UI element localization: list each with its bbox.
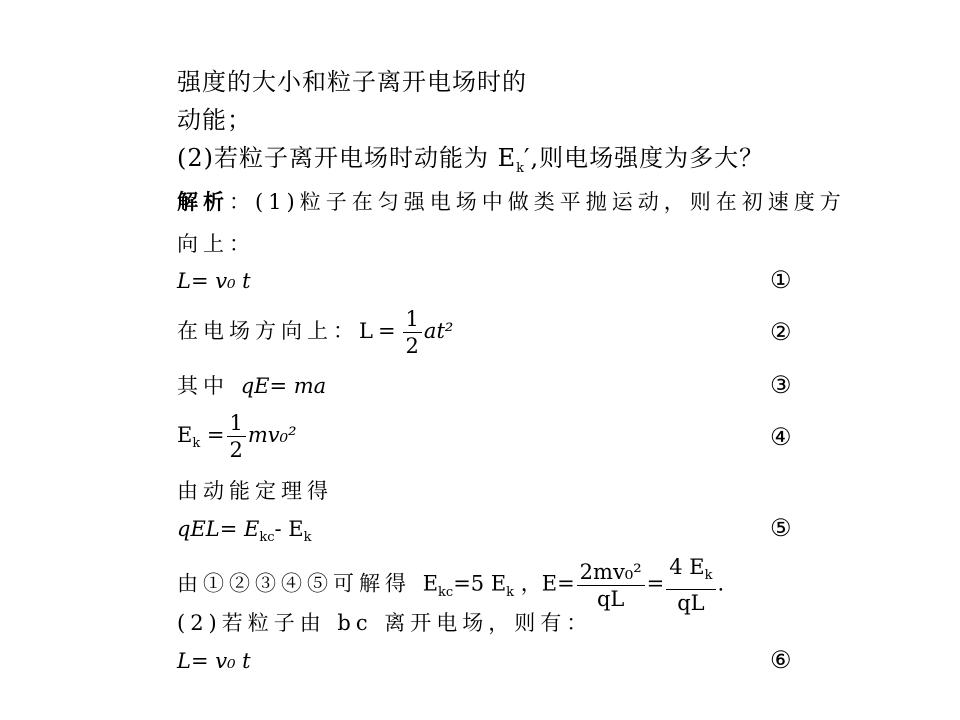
fraction-half: $\frac{1}{2}$ [227,410,246,463]
part-2-line: (2)若粒子由 bc 离开电场，则有： [177,611,593,635]
solution-line-1: 解析：(1)粒子在匀强电场中做类平抛运动，则在初速度方 [177,189,846,214]
fraction-half: $\frac{1}{2}$ [403,306,422,359]
equation-3: 其中 qE= ma [177,374,327,398]
result-line: 由①②③④⑤可解得 $E_{kc}=5$ $E_k$ ，E= $\frac{\text{2mv₀²}}{qL}$ = $\frac{4 E_k}{qL}$ . [177,555,725,616]
equation-marker-1: ① [770,266,792,294]
solution-line-2: 向上： [177,232,255,256]
equation-6: L= v₀ t [177,649,251,673]
fraction-energy: $\frac{\text{2mv₀²}}{qL}$ [577,559,645,612]
solution-label: 解析 [177,189,229,214]
question-line-2: 动能； [177,106,252,134]
question-line-1: 强度的大小和粒子离开电场时的 [177,68,527,96]
equation-marker-6: ⑥ [770,646,792,674]
fraction-field: $\frac{4 E_k}{qL}$ [666,554,715,616]
equation-marker-5: ⑤ [770,514,792,542]
equation-marker-4: ④ [770,423,792,451]
equation-1: L= v₀ t [177,269,251,293]
equation-marker-3: ③ [770,371,792,399]
theorem-line: 由动能定理得 [177,479,333,503]
equation-5: $qEL= E_{kc}-$ $E_k$ [177,517,312,546]
equation-4: $E_k$ = $\frac{1}{2}$ mv₀² [177,411,297,462]
equation-marker-2: ② [770,318,792,346]
equation-2: 在电场方向上：L= $\frac{1}{2}$ at² [177,307,454,358]
question-line-3: (2)若粒子离开电场时动能为 $E_k'$,则电场强度为多大？ [177,144,765,176]
